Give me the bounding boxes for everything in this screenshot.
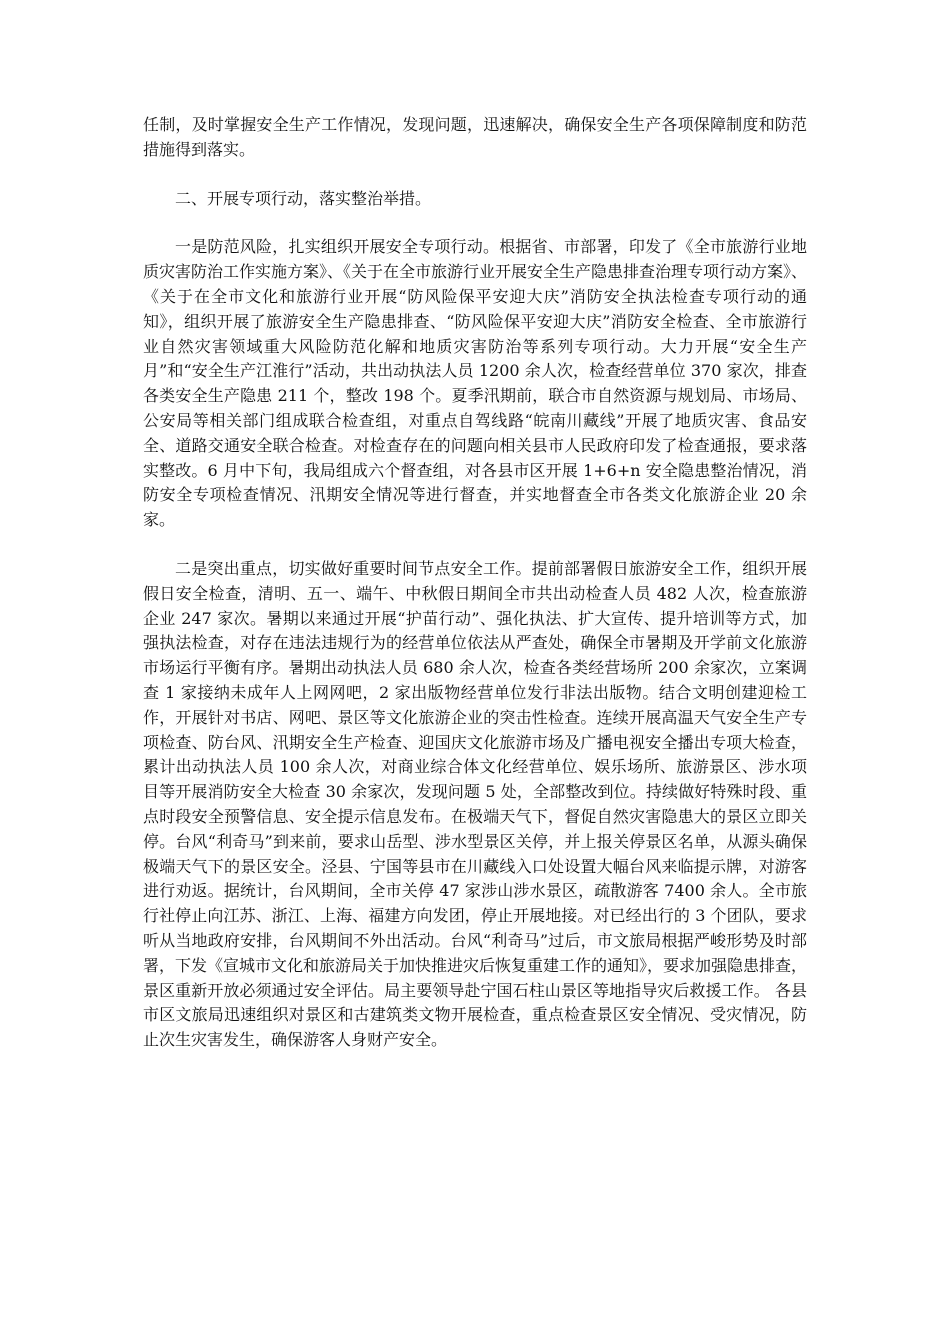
paragraph-risk-prevention: 一是防范风险，扎实组织开展安全专项行动。根据省、市部署，印发了《全市旅游行业地质灾害防治工作实施方案》、《关于在全市旅游行业开展安全生产隐患排查治理专项行动方案》、《关于在全市文化和旅游行业开展“防风险保平安迎大庆”消防安全执法检查专项行动的通知》，组织开展了旅游安全生产隐患排查、“防风险保平安迎大庆”消防安全检查、全市旅游行业自然灾害领域重大风险防范化解和地质灾害防治等系列专项行动。大力开展“安全生产月”和“安全生产江淮行”活动，共出动执法人员 1200 余人次，检查经营单位 370 家次，排查各类安全生产隐患 211 个，整改 198 个。夏季汛期前，联合市自然资源与规划局、市场局、公安局等相关部门组成联合检查组，对重点自驾线路“皖南川藏线”开展了地质灾害、食品安全、道路交通安全联合检查。对检查存在的问题向相关县市人民政府印发了检查通报，要求落实整改。6 月中下旬，我局组成六个督查组，对各县市区开展 1+6+n 安全隐患整治情况，消防安全专项检查情况、汛期安全情况等进行督查，并实地督查全市各类文化旅游企业 20 余家。 bbox=[143, 237, 808, 530]
section-heading: 二、开展专项行动，落实整治举措。 bbox=[175, 188, 432, 208]
paragraph-key-periods: 二是突出重点，切实做好重要时间节点安全工作。提前部署假日旅游安全工作，组织开展假日安全检查，清明、五一、端午、中秋假日期间全市共出动检查人员 482 人次，检查旅游企业 247 家次。暑期以来通过开展“护苗行动”、强化执法、扩大宣传、提升培训等方式，加强执法检查，对存在违法违规行为的经营单位依法从严查处，确保全市暑期及开学前文化旅游市场运行平衡有序。暑期出动执法人员 680 余人次，检查各类经营场所 200 余家次，立案调查 1 家接纳未成年人上网网吧，2 家出版物经营单位发行非法出版物。结合文明创建迎检工作，开展针对书店、网吧、景区等文化旅游企业的突击性检查。连续开展高温天气安全生产专项检查、防台风、汛期安全生产检查、迎国庆文化旅游市场及广播电视安全播出专项大检查，累计出动执法人员 100 余人次，对商业综合体文化经营单位、娱乐场所、旅游景区、涉水项目等开展消防安全大检查 30 余家次，发现问题 5 处，全部整改到位。持续做好特殊时段、重点时段安全预警信息、安全提示信息发布。在极端天气下，督促自然灾害隐患大的景区立即关停。台风“利奇马”到来前，要求山岳型、涉水型景区关停，并上报关停景区名单，从源头确保极端天气下的景区安全。泾县、宁国等县市在川藏线入口处设置大幅台风来临提示牌，对游客进行劝返。据统计，台风期间，全市关停 47 家涉山涉水景区，疏散游客 7400 余人。全市旅行社停止向江苏、浙江、上海、福建方向发团，停止开展地接。对已经出行的 3 个团队，要求听从当地政府安排，台风期间不外出活动。台风“利奇马”过后，市文旅局根据严峻形势及时部署，下发《宣城市文化和旅游局关于加快推进灾后恢复重建工作的通知》，要求加强隐患排查，景区重新开放必须通过安全评估。局主要领导赴宁国石柱山景区等地指导灾后救援工作。 各县市区文旅局迅速组织对景区和古建筑类文物开展检查，重点检查景区安全情况、受灾情况，防止次生灾害发生，确保游客人身财产安全。 bbox=[143, 558, 808, 1050]
document-body bbox=[143, 113, 807, 1053]
paragraph-continuation: 任制，及时掌握安全生产工作情况，发现问题，迅速解决，确保安全生产各项保障制度和防范措施得到落实。 bbox=[143, 115, 807, 159]
